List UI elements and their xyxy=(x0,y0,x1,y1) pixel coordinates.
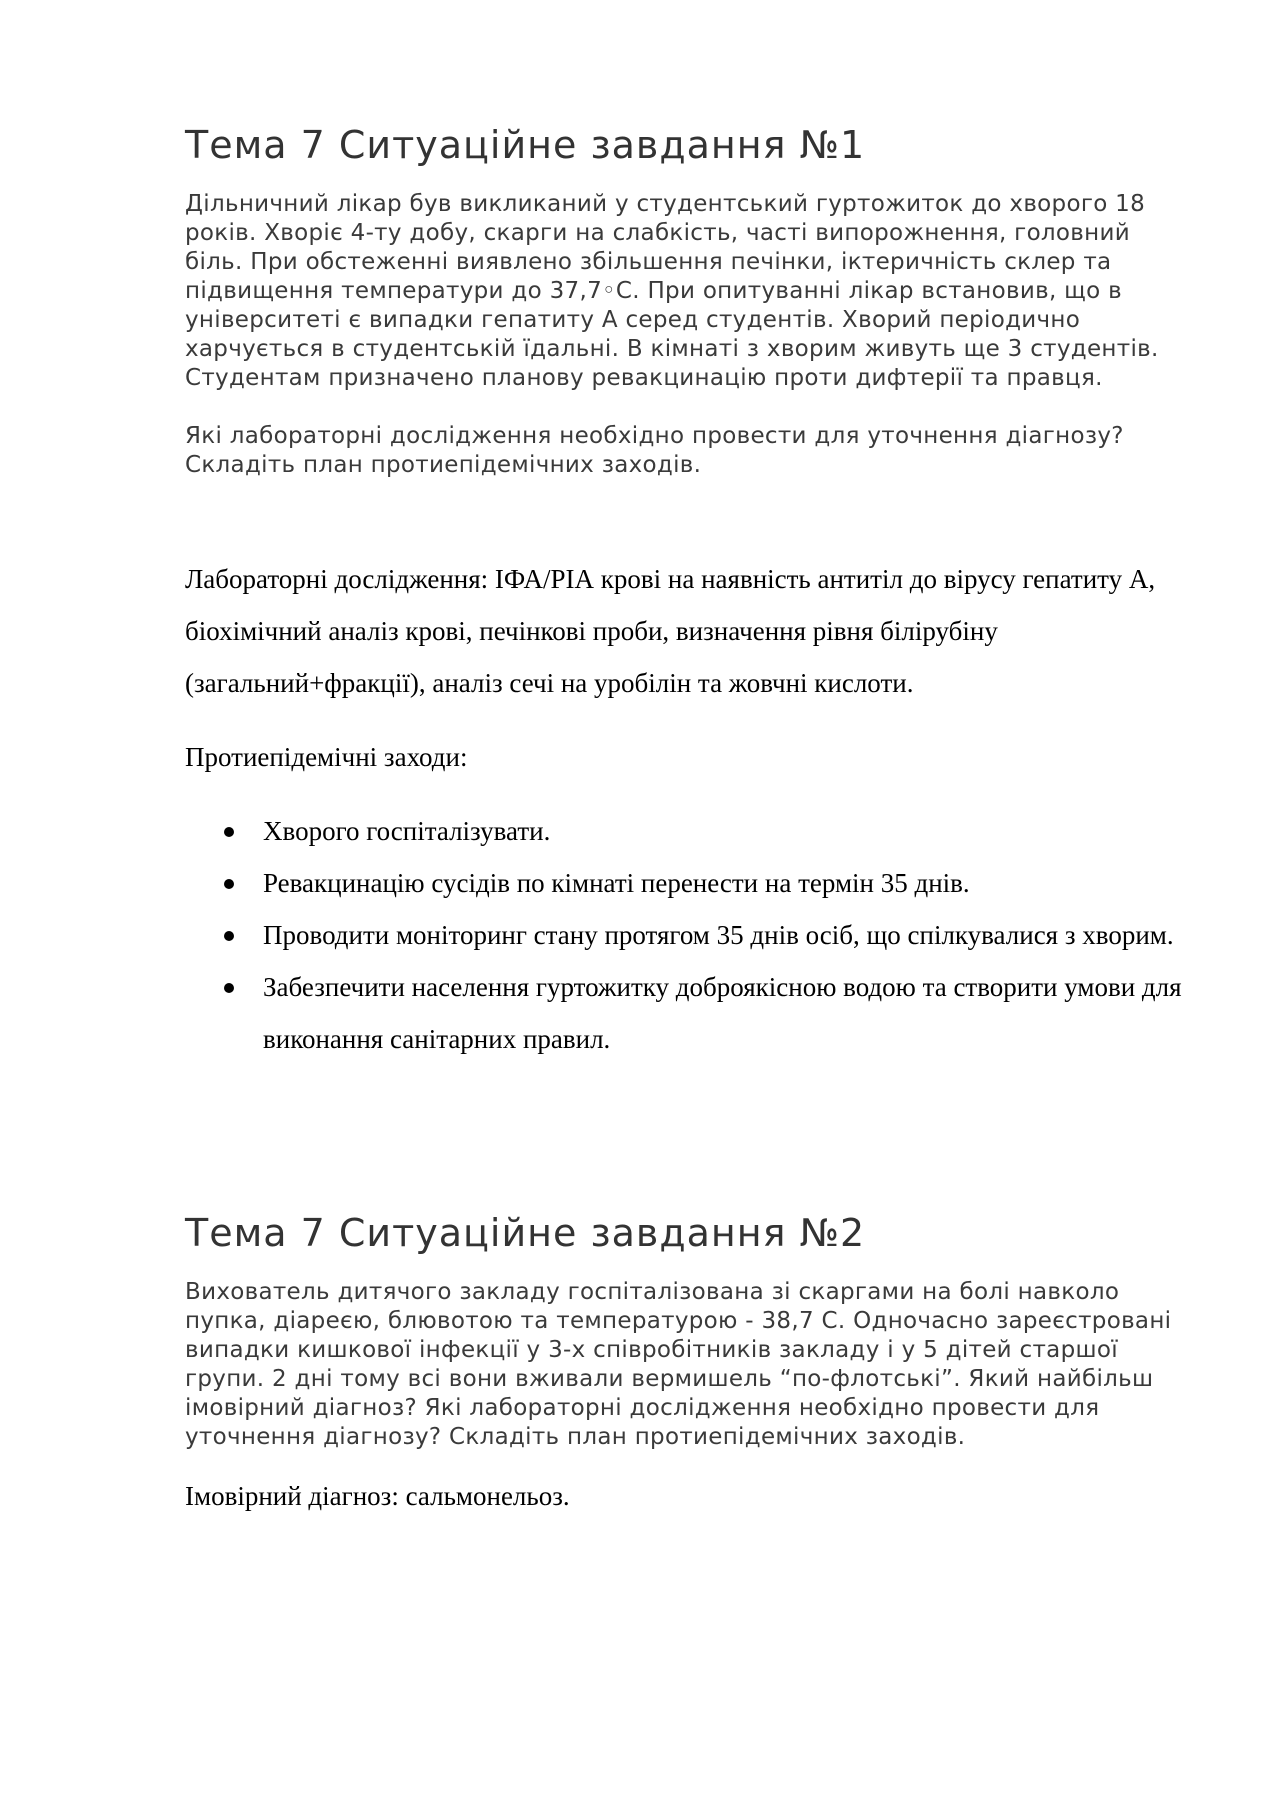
bullet-icon xyxy=(224,983,234,993)
list-item xyxy=(185,909,1195,961)
task1-lab-answer: Лабораторні дослідження: ІФА/РІА крові на наявність антитіл до вірусу гепатиту А, біохімічний аналіз крові, печінкові проби, визначення рівня білірубіну (загальний+фракції), аналіз сечі на уробілін та жовчні кислоти. xyxy=(185,564,1156,698)
task1-title: Тема 7 Ситуаційне завдання №1 xyxy=(185,123,866,167)
list-item xyxy=(185,805,1195,857)
task2-diagnosis: Імовірний діагноз: сальмонельоз. xyxy=(185,1481,570,1511)
list-item-text: Забезпечити населення гуртожитку доброякісною водою та створити умови для виконання санітарних правил. xyxy=(263,972,1182,1054)
list-item xyxy=(185,961,1195,1065)
task2-title: Тема 7 Ситуаційне завдання №2 xyxy=(185,1211,866,1255)
task1-measures-list xyxy=(185,805,1195,1065)
list-item-text: Хворого госпіталізувати. xyxy=(263,816,551,846)
list-item-text: Проводити моніторинг стану протягом 35 днів осіб, що спілкувалися з хворим. xyxy=(263,920,1174,950)
task2-description: Вихователь дитячого закладу госпіталізована зі скаргами на болі навколо пупка, діареєю, блювотою та температурою - 38,7 С. Одночасно зареєстровані випадки кишкової інфекції у 3-х співробітників закладу і у 5 дітей старшої групи. 2 дні тому всі вони вживали вермишель “по-флотські”. Який найбільш імовірний діагноз? Які лабораторні дослідження необхідно провести для уточнення діагнозу? Складіть план протиепідемічних заходів. xyxy=(185,1279,1172,1450)
task1-measures-title: Протиепідемічні заходи: xyxy=(185,742,468,772)
list-item-text: Ревакцинацію сусідів по кімнаті перенести на термін 35 днів. xyxy=(263,868,970,898)
list-item xyxy=(185,857,1195,909)
document-content xyxy=(185,120,1195,1514)
bullet-icon xyxy=(224,827,234,837)
task1-description: Дільничний лікар був викликаний у студентський гуртожиток до хворого 18 років. Хворіє 4-ту добу, скарги на слабкість, часті випорожнення, головний біль. При обстеженні виявлено збільшення печінки, іктеричність склер та підвищення температури до 37,7◦С. При опитуванні лікар встановив, що в університеті є випадки гепатиту А серед студентів. Хворий періодично харчується в студентській їдальні. В кімнаті з хворим живуть ще 3 студентів. Студентам призначено планову ревакцинацію проти дифтерії та правця. xyxy=(185,191,1159,391)
bullet-icon xyxy=(224,879,234,889)
bullet-icon xyxy=(224,931,234,941)
task1-questions: Які лабораторні дослідження необхідно провести для уточнення діагнозу? Складіть план протиепідемічних заходів. xyxy=(185,423,1124,478)
